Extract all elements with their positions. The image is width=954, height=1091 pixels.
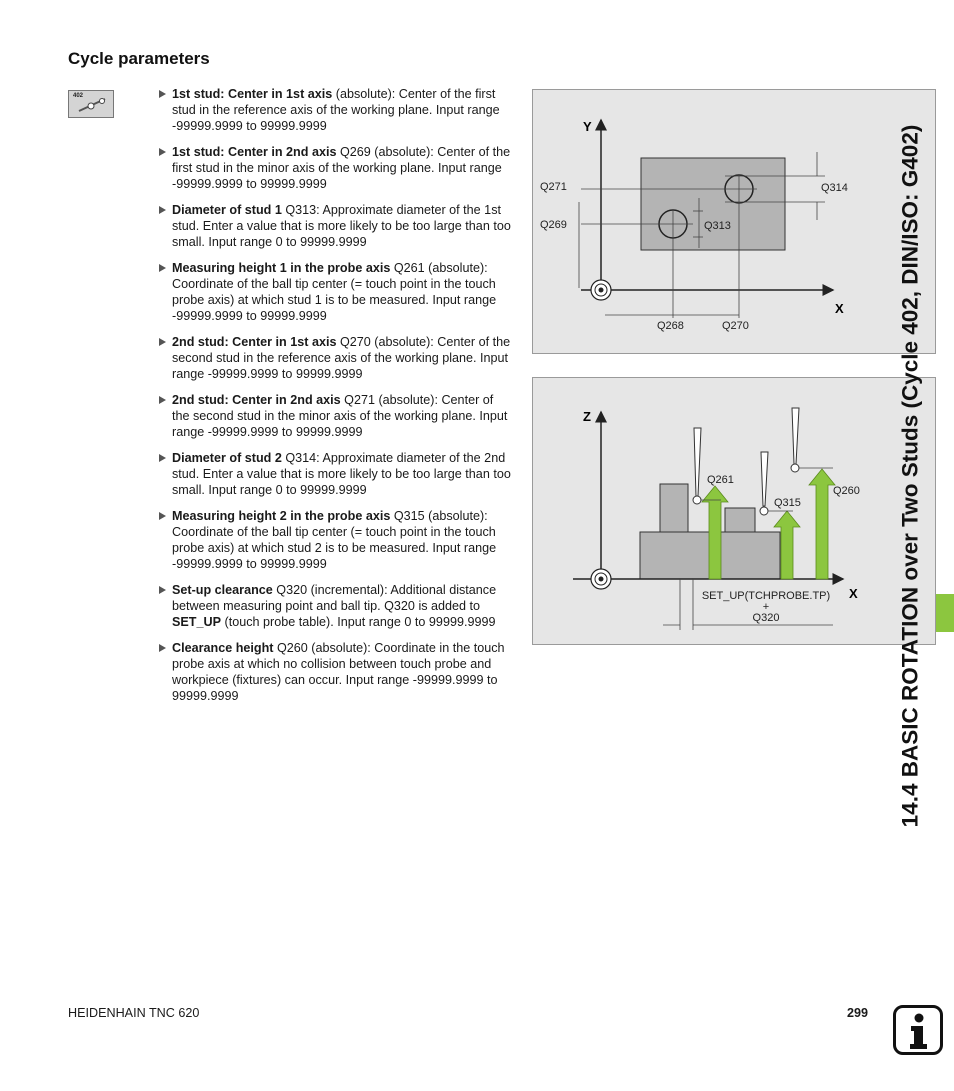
page-number: 299 bbox=[847, 1006, 869, 1020]
label-q260: Q260 bbox=[833, 485, 860, 497]
label-q271: Q271 bbox=[540, 181, 567, 193]
param-desc: Q260 (absolute): Coordinate in the touch probe axis at which no collision between touch probe and workpiece (fixtures) can occur. Input range -99999.9999 to 99999.9999 bbox=[172, 641, 505, 703]
bullet-triangle-icon bbox=[159, 338, 166, 346]
datum-icon bbox=[591, 569, 611, 589]
label-q313: Q313 bbox=[704, 220, 731, 232]
cycle-icon-label: 402 bbox=[73, 93, 84, 99]
cycle-402-icon bbox=[68, 90, 114, 118]
probe-stylus-2 bbox=[760, 452, 768, 515]
param-name: 1st stud: Center in 2nd axis bbox=[172, 145, 337, 159]
bullet-triangle-icon bbox=[159, 644, 166, 652]
label-q314: Q314 bbox=[821, 182, 848, 194]
y-axis-label: Y bbox=[583, 119, 592, 134]
label-q270: Q270 bbox=[722, 320, 749, 332]
param-desc: Q320 (incremental): Additional distance between measuring point and ball tip. Q320 is added to bbox=[172, 583, 497, 613]
bullet-triangle-icon bbox=[159, 396, 166, 404]
param-desc: Q271 (absolute): Center of the second stud in the minor axis of the working plane. Input range -99999.9999 to 99999.9999 bbox=[172, 393, 508, 439]
bullet-triangle-icon bbox=[159, 454, 166, 462]
x-axis-label: X bbox=[835, 301, 844, 316]
param-desc: Q315 (absolute): Coordinate of the ball tip center (= touch point in the touch probe axis) at which stud 2 is to be measured. Input range -99999.9999 to 99999.9999 bbox=[172, 509, 497, 571]
bullet-triangle-icon bbox=[159, 148, 166, 156]
info-icon bbox=[893, 1005, 943, 1055]
bullet-triangle-icon bbox=[159, 206, 166, 214]
figure-side-view bbox=[532, 377, 936, 645]
bullet-triangle-icon bbox=[159, 90, 166, 98]
param-desc: (absolute): Center of the first stud in the reference axis of the working plane. Input range -99999.9999 to 99999.9999 bbox=[172, 87, 500, 133]
label-setup-line2: + bbox=[762, 601, 770, 613]
footer-product: HEIDENHAIN TNC 620 bbox=[68, 1006, 200, 1020]
x-axis-label: X bbox=[849, 586, 858, 601]
label-q268: Q268 bbox=[657, 320, 684, 332]
parameter-list bbox=[158, 86, 514, 714]
param-name: Measuring height 2 in the probe axis bbox=[172, 509, 391, 523]
param-item bbox=[158, 392, 514, 440]
label-q261: Q261 bbox=[707, 474, 734, 486]
probe-softkey-icon bbox=[69, 91, 113, 117]
param-desc: Q261 (absolute): Coordinate of the ball tip center (= touch point in the touch probe axis) at which stud 1 is to be measured. Input range -99999.9999 to 99999.9999 bbox=[172, 261, 497, 323]
param-item bbox=[158, 450, 514, 498]
bullet-triangle-icon bbox=[159, 512, 166, 520]
chapter-tab-marker bbox=[936, 594, 954, 632]
workpiece bbox=[641, 158, 785, 250]
bullet-triangle-icon bbox=[159, 264, 166, 272]
param-item bbox=[158, 508, 514, 572]
z-axis-label: Z bbox=[583, 409, 591, 424]
label-setup-line3: Q320 bbox=[752, 612, 780, 624]
param-name: Set-up clearance bbox=[172, 583, 273, 597]
probe-stylus-1 bbox=[693, 428, 701, 504]
label-q269: Q269 bbox=[540, 219, 567, 231]
param-desc: Q269 (absolute): Center of the first stud in the minor axis of the working plane. Input range -99999.9999 to 99999.9999 bbox=[172, 145, 511, 191]
section-title: Cycle parameters bbox=[68, 49, 210, 68]
param-desc: Q313: Approximate diameter of the 1st stud. Enter a value that is more likely to be too large than too small. Input range 0 to 99999.9999 bbox=[172, 203, 511, 249]
param-item bbox=[158, 640, 514, 704]
param-name: Measuring height 1 in the probe axis bbox=[172, 261, 391, 275]
param-desc-cont: (touch probe table). Input range 0 to 99999.9999 bbox=[221, 615, 496, 629]
figure-top-view bbox=[532, 89, 936, 354]
param-name: Diameter of stud 1 bbox=[172, 203, 282, 217]
bullet-triangle-icon bbox=[159, 586, 166, 594]
chapter-side-title bbox=[885, 36, 935, 916]
param-name: Clearance height bbox=[172, 641, 274, 655]
param-name: 2nd stud: Center in 2nd axis bbox=[172, 393, 341, 407]
param-keyword: SET_UP bbox=[172, 615, 221, 629]
param-desc: Q314: Approximate diameter of the 2nd stud. Enter a value that is more likely to be too large than too small. Input range 0 to 99999.9999 bbox=[172, 451, 511, 497]
param-item bbox=[158, 86, 514, 134]
param-name: 1st stud: Center in 1st axis bbox=[172, 87, 333, 101]
param-name: Diameter of stud 2 bbox=[172, 451, 282, 465]
label-q315: Q315 bbox=[774, 497, 801, 509]
param-item bbox=[158, 260, 514, 324]
param-item bbox=[158, 334, 514, 382]
param-item bbox=[158, 582, 514, 630]
param-item bbox=[158, 144, 514, 192]
chapter-title-text: 14.4 BASIC ROTATION over Two Studs (Cycle 402, DIN/ISO: G402) bbox=[897, 124, 923, 828]
datum-icon bbox=[591, 280, 611, 300]
probe-stylus-3 bbox=[791, 408, 799, 472]
label-setup-line1: SET_UP(TCHPROBE.TP) bbox=[701, 590, 831, 602]
param-item bbox=[158, 202, 514, 250]
param-name: 2nd stud: Center in 1st axis bbox=[172, 335, 337, 349]
param-desc: Q270 (absolute): Center of the second stud in the reference axis of the working plane. Input range -99999.9999 to 99999.9999 bbox=[172, 335, 511, 381]
